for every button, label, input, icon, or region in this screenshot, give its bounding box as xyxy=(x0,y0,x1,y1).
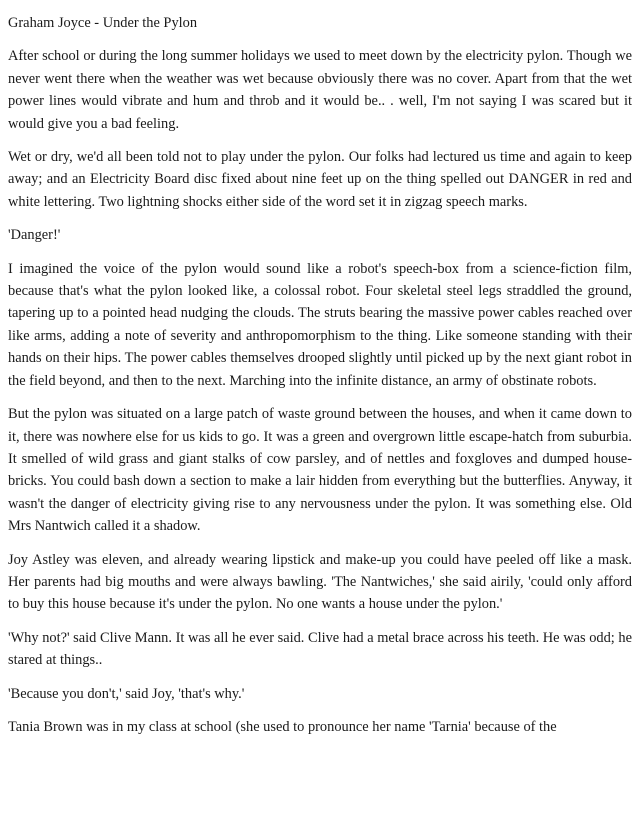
paragraph-7: 'Why not?' said Clive Mann. It was all he ever said. Clive had a metal brace across his teeth. He was odd; he stared at things.. xyxy=(8,629,632,669)
paragraph-8: 'Because you don't,' said Joy, 'that's why.' xyxy=(8,685,245,702)
paragraph-9: Tania Brown was in my class at school (she used to pronounce her name 'Tarnia' because of the xyxy=(8,718,557,735)
paragraph-5: But the pylon was situated on a large patch of waste ground between the houses, and when it came down to it, there was nowhere else for us kids to go. It was a green and overgrown little escape-hatch from suburbia. It smelled of wild grass and giant stalks of cow parsley, and of nettles and foxgloves and dumped house-bricks. You could bash down a section to make a lair hidden from everything but the butterflies. Anyway, it wasn't the danger of electricity giving rise to any nervousness under the pylon. It was something else. Old Mrs Nantwich called it a shadow. xyxy=(8,406,632,535)
paragraph-3: 'Danger!' xyxy=(8,227,61,244)
paragraph-6: Joy Astley was eleven, and already wearing lipstick and make-up you could have peeled off like a mask. Her parents had big mouths and were always bawling. 'The Nantwiches,' she said airily, 'could only afford to buy this house because it's under the pylon. No one wants a house under the pylon.' xyxy=(8,551,632,613)
paragraph-2: Wet or dry, we'd all been told not to play under the pylon. Our folks had lectured us time and again to keep away; and an Electricity Board disc fixed about nine feet up on the thing spelled out DANGER in red and white lettering. Two lightning shocks either side of the word set it in zigzag speech marks. xyxy=(8,149,632,210)
paragraph-1: After school or during the long summer holidays we used to meet down by the electricity pylon. Though we never went there when the weather was wet because obviously there was no cover. Apart from that the wet power lines would vibrate and hum and throb and it would be.. . well, I'm not saying I was scared but it would give you a bad feeling. xyxy=(8,48,632,132)
document-title: Graham Joyce - Under the Pylon xyxy=(8,15,198,31)
paragraph-4: I imagined the voice of the pylon would sound like a robot's speech-box from a science-fiction film, because that's what the pylon looked like, a colossal robot. Four skeletal steel legs straddled the ground, tapering up to a pointed head nudging the clouds. The struts bearing the massive power cables reached over like arms, adding a note of severity and anthropomorphism to the thing. Like someone standing with their hands on their hips. The power cables themselves drooped slightly until picked up by the next giant robot in the field beyond, and then to the next. Marching into the infinite distance, an army of obstinate robots. xyxy=(8,260,632,389)
